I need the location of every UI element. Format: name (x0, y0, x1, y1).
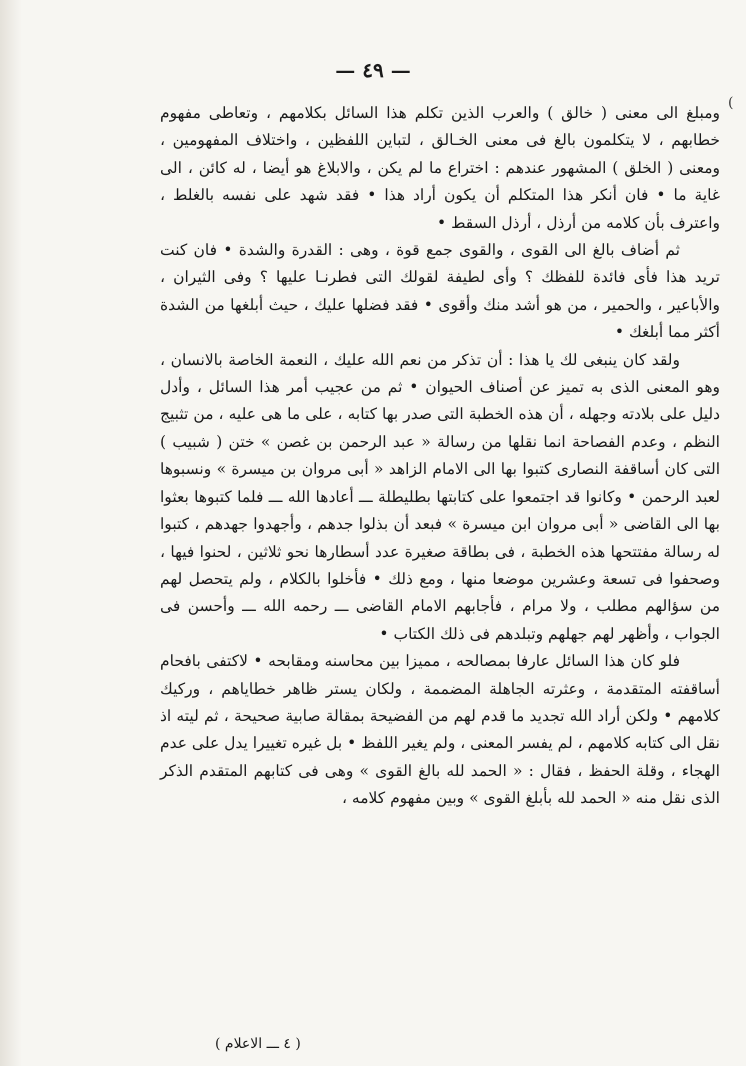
footer-signature: ( ٤ ـــ الاعلام ) (215, 1036, 301, 1052)
scan-margin (0, 0, 22, 1066)
paragraph-2: ثم أضاف بالغ الى القوى ، والقوى جمع قوة ، وهى : القدرة والشدة • فان كنت تريد هذا فأى فائدة للفظك ؟ وأى لطيفة لقولك التى فطرنـا عليها ؟ وفى الثيران ، والأباعير ، والحمير ، من هو أشد منك وأقوى • فقد فضلها عليك ، حيث أبلغها من الشدة أكثر مما أبلغك • (160, 241, 720, 342)
body-text (160, 100, 720, 813)
paragraph-4: فلو كان هذا السائل عارفا بمصالحه ، مميزا بين محاسنه ومقابحه • لاكتفى بافحام أساقفته المتقدمة ، وعثرته الجاهلة المضممة ، ولكان يستر ظاهر خطاياهم ، وركيك كلامهم • ولكن أراد الله تجديد ما قدم لهم من الفضيحة بمقالة صابية صحيحة ، ثم ليته اذ نقل الى كتابه كلامهم ، لم يفسر المعنى ، ولم يغير اللفظ • بل غيره تغييرا يدل على عدم الهجاء ، وقلة الحفظ ، فقال : « الحمد لله بالغ القوى » وهى فى كتابهم المتقدم الذكر الذى نقل منه « الحمد لله بأبلغ القوى » وبين مفهوم كلامه ، (160, 652, 720, 808)
paragraph-1: ومبلغ الى معنى ( خالق ) والعرب الذين تكلم هذا السائل بكلامهم ، وتعاطى مفهوم خطابهم ، لا يتكلمون بالغ فى معنى الخـالق ، لتباين اللفظين ، واختلاف المفهومين ، ومعنى ( الخلق ) المشهور عندهم : اختراع ما لم يكن ، والابلاغ هو أيضا ، له كائن ، الى غاية ما • فان أنكر هذا المتكلم أن يكون أراد هذا • فقد شهد على نفسه بالغلط ، واعترف بأن كلامه من أرذل ، أرذل السقط • (160, 104, 720, 232)
paragraph-3: ولقد كان ينبغى لك يا هذا : أن تذكر من نعم الله عليك ، النعمة الخاصة بالانسان ، وهو المعنى الذى به تميز عن أصناف الحيوان • ثم من عجيب أمر هذا السائل ، وأدل دليل على بلادته وجهله ، أن هذه الخطبة التى صدر بها كتابه ، على ما هى عليه ، من تثبيج النظم ، وعدم الفصاحة انما نقلها من رسالة « عبد الرحمن بن غصن » ختن ( شبيب ) التى كان أساقفة النصارى كتبوا بها الى الامام الزاهد « أبى مروان بن ميسرة » ونسبوها لعبد الرحمن • وكانوا قد اجتمعوا على كتابتها بطليطلة ـــ أعادها الله ـــ فلما كتبوها بعثوا بها الى القاضى « أبى مروان ابن ميسرة » فبعد أن بذلوا جدهم ، وأجهدوا جهدهم ، كتبوا له رسالة مفتتحها هذه الخطبة ، فى بطاقة صغيرة عدد أسطارها نحو ثلاثين ، لحنوا فيها ، وصحفوا فى تسعة وعشرين موضعا منها ، ومع ذلك • فأخلوا بالكلام ، ولم يتحصل لهم من سؤالهم مطلب ، ولا مرام ، فأجابهم الامام القاضى ـــ رحمه الله ـــ وأحسن فى الجواب ، وأظهر لهم جهلهم وتبلدهم فى ذلك الكتاب • (160, 350, 720, 643)
page-number: — ٤٩ — (335, 58, 411, 82)
margin-mark: ( (728, 95, 734, 111)
